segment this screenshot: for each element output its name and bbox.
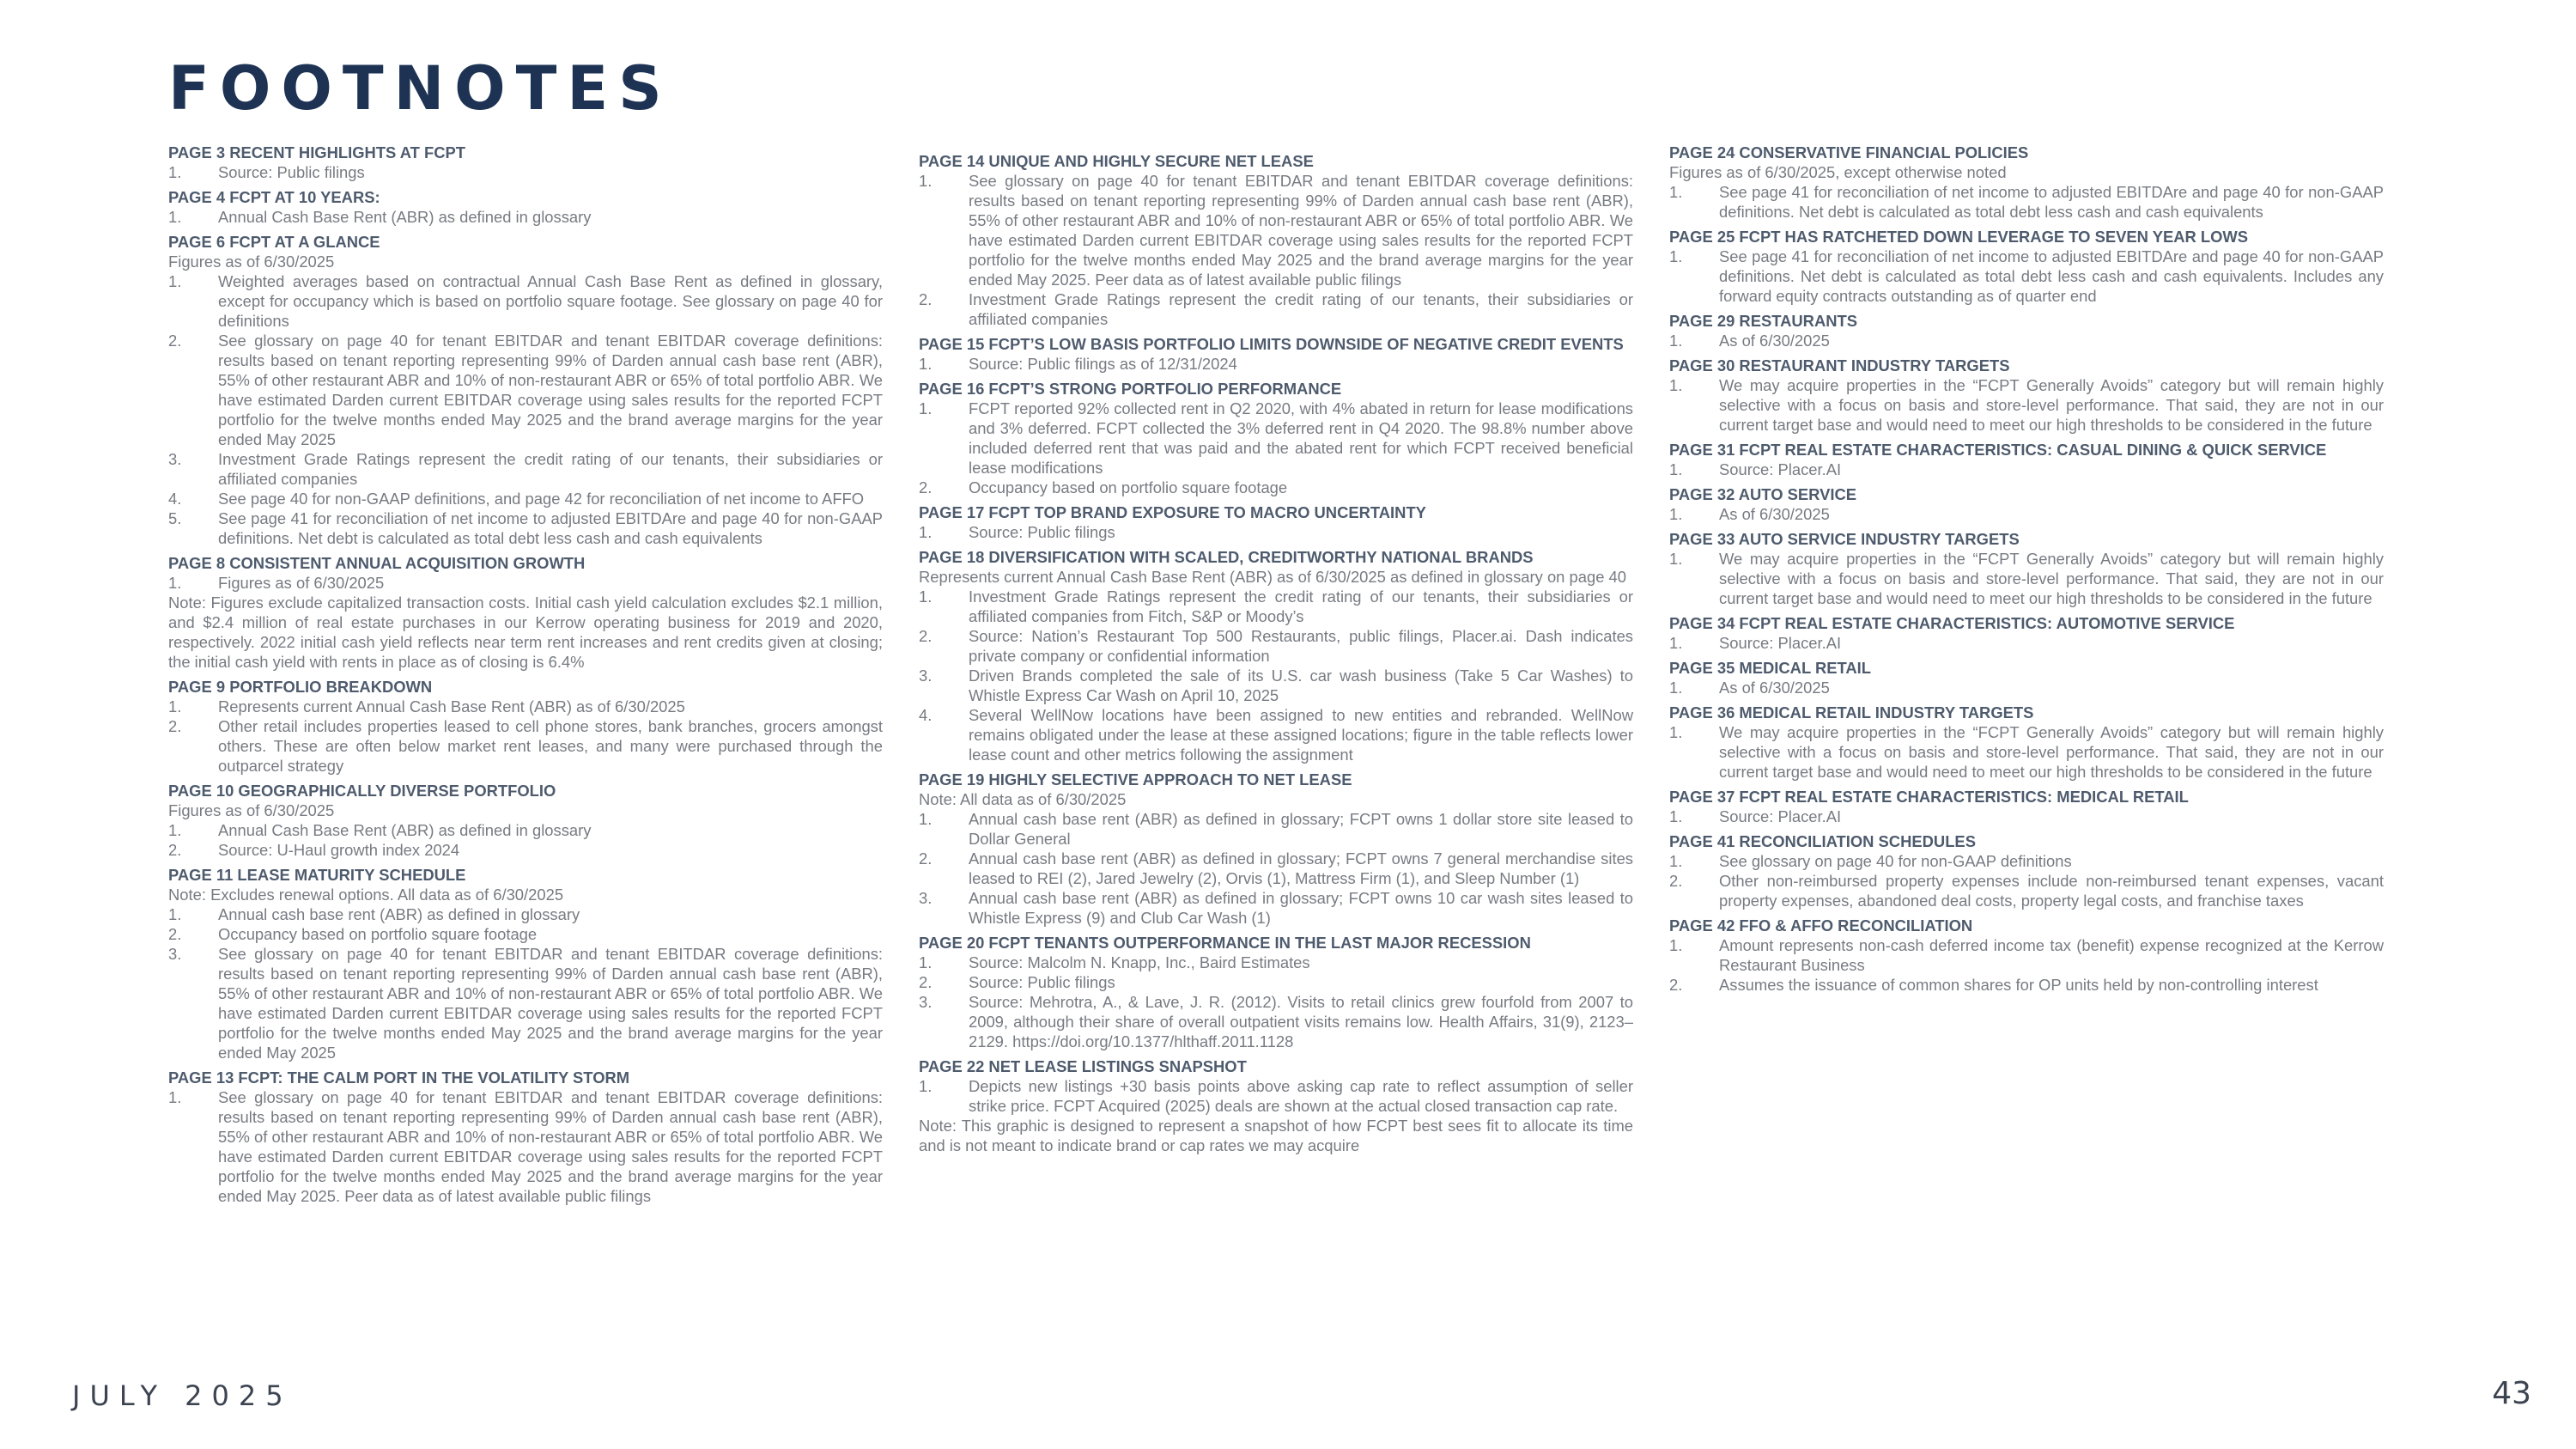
footnote-heading: PAGE 13 FCPT: THE CALM PORT IN THE VOLATILITY STORM xyxy=(168,1068,630,1087)
footnote-number: 2. xyxy=(919,478,933,496)
footnote-item xyxy=(168,508,883,548)
footnote-heading: PAGE 16 FCPT’S STRONG PORTFOLIO PERFORMANCE xyxy=(919,380,1342,398)
footnote-section xyxy=(1669,529,2384,608)
footnote-section xyxy=(168,143,883,182)
footnote-number: 1. xyxy=(168,163,182,181)
footnote-number: 4. xyxy=(919,706,933,724)
footnote-section xyxy=(1669,227,2384,306)
footnote-heading: PAGE 33 AUTO SERVICE INDUSTRY TARGETS xyxy=(1669,530,2020,548)
footnote-number: 1. xyxy=(168,208,182,226)
footnote-number: 1. xyxy=(1669,505,1683,523)
footnote-number: 3. xyxy=(168,450,182,468)
footnote-number: 1. xyxy=(1669,460,1683,478)
footnote-heading: PAGE 24 CONSERVATIVE FINANCIAL POLICIES xyxy=(1669,143,2029,161)
footnote-item xyxy=(168,697,883,716)
footnote-number: 1. xyxy=(1669,936,1683,954)
footnote-item xyxy=(168,924,883,944)
footnote-number: 2. xyxy=(168,332,182,350)
footnote-column-2 xyxy=(919,151,1633,1160)
footnote-number: 1. xyxy=(168,272,182,290)
footnote-text: See glossary on page 40 for tenant EBITDAR and tenant EBITDAR coverage definitions: results based on tenant reporting representing 99% of Darden annual cash base rent (ABR), 55% of other restaurant ABR and 10% of non-restaurant ABR or 65% of total portfolio ABR. We have estimated Darden current EBITDAR coverage using sales results for the reported FCPT portfolio for the twelve months ended May 2025 and the brand average margins for the year ended May 2025 xyxy=(218,945,883,1062)
footnote-item xyxy=(919,849,1633,888)
footnote-text: As of 6/30/2025 xyxy=(1719,679,1830,697)
footnote-section xyxy=(919,770,1633,928)
footnote-text: Annual cash base rent (ABR) as defined in glossary xyxy=(218,905,580,923)
footnote-text: Source: Public filings as of 12/31/2024 xyxy=(969,355,1237,373)
footnote-heading: PAGE 25 FCPT HAS RATCHETED DOWN LEVERAGE TO SEVEN YEAR LOWS xyxy=(1669,228,2249,246)
footnote-number: 2. xyxy=(1669,872,1683,890)
footnote-number: 1. xyxy=(1669,852,1683,870)
footnote-section xyxy=(919,1056,1633,1155)
footnote-section xyxy=(919,547,1633,764)
footnote-number: 1. xyxy=(919,355,933,373)
footnote-heading: PAGE 19 HIGHLY SELECTIVE APPROACH TO NET LEASE xyxy=(919,770,1352,788)
footnote-item xyxy=(919,354,1633,374)
footnote-number: 1. xyxy=(919,1077,933,1095)
footnote-number: 1. xyxy=(168,697,182,715)
footnote-section xyxy=(168,677,883,776)
footnote-text: Depicts new listings +30 basis points above asking cap rate to reflect assumption of seller strike price. FCPT Acquired (2025) deals are shown at the actual closed transaction cap rate. xyxy=(969,1077,1633,1115)
footnote-text: Driven Brands completed the sale of its U.S. car wash business (Take 5 Car Washes) to Whistle Express Car Wash on April 10, 2025 xyxy=(969,667,1633,704)
footnote-intro: Figures as of 6/30/2025 xyxy=(168,253,335,271)
footnote-section xyxy=(168,187,883,227)
footnote-heading: PAGE 17 FCPT TOP BRAND EXPOSURE TO MACRO UNCERTAINTY xyxy=(919,503,1426,521)
footnote-heading: PAGE 37 FCPT REAL ESTATE CHARACTERISTICS: MEDICAL RETAIL xyxy=(1669,788,2189,806)
footnote-text: We may acquire properties in the “FCPT Generally Avoids” category but will remain highly selective with a focus on basis and store-level performance. That said, they are not in our current target base and would need to meet our high thresholds to be considered in the future xyxy=(1719,376,2384,434)
footnote-text: Figures as of 6/30/2025 xyxy=(218,574,385,592)
footnote-item xyxy=(919,171,1633,289)
footnote-heading: PAGE 34 FCPT REAL ESTATE CHARACTERISTICS: AUTOMOTIVE SERVICE xyxy=(1669,614,2235,632)
footnote-section xyxy=(1669,658,2384,697)
footnote-heading: PAGE 30 RESTAURANT INDUSTRY TARGETS xyxy=(1669,356,2010,374)
footnote-item xyxy=(1669,633,2384,653)
footnote-item xyxy=(168,820,883,840)
footnote-item xyxy=(919,992,1633,1051)
footnote-heading: PAGE 8 CONSISTENT ANNUAL ACQUISITION GROWTH xyxy=(168,554,586,572)
footnote-text: See page 41 for reconciliation of net income to adjusted EBITDAre and page 40 for non-GAAP definitions. Net debt is calculated as total debt less cash and cash equivalents xyxy=(1719,183,2384,221)
footnote-number: 1. xyxy=(919,523,933,541)
footnote-text: See page 41 for reconciliation of net income to adjusted EBITDAre and page 40 for non-GAAP definitions. Net debt is calculated as total debt less cash and cash equivalents. Includes any forward equity contracts outstanding as of quarter end xyxy=(1719,247,2384,305)
footnote-text: As of 6/30/2025 xyxy=(1719,332,1830,350)
footnote-number: 1. xyxy=(168,821,182,839)
footnote-text: See glossary on page 40 for non-GAAP definitions xyxy=(1719,852,2072,870)
footnote-number: 1. xyxy=(1669,183,1683,201)
footnote-item xyxy=(919,626,1633,666)
footnote-number: 5. xyxy=(168,509,182,527)
footnote-text: Other non-reimbursed property expenses include non-reimbursed tenant expenses, vacant property expenses, abandoned deal costs, property legal costs, and franchise taxes xyxy=(1719,872,2384,910)
footnote-item xyxy=(919,587,1633,626)
footnote-item xyxy=(168,489,883,508)
footnote-section xyxy=(1669,703,2384,782)
footnote-text: Annual cash base rent (ABR) as defined in glossary; FCPT owns 10 car wash sites leased to Whistle Express (9) and Club Car Wash (1) xyxy=(969,889,1633,927)
footnote-heading: PAGE 4 FCPT AT 10 YEARS: xyxy=(168,188,380,206)
footnote-heading: PAGE 35 MEDICAL RETAIL xyxy=(1669,659,1872,677)
footnote-number: 3. xyxy=(919,993,933,1011)
footnote-number: 1. xyxy=(1669,332,1683,350)
footnote-item xyxy=(1669,504,2384,524)
footnote-item xyxy=(168,904,883,924)
footnote-heading: PAGE 10 GEOGRAPHICALLY DIVERSE PORTFOLIO xyxy=(168,782,556,800)
footnote-item xyxy=(168,331,883,449)
footnote-section xyxy=(168,1068,883,1206)
footnote-text: See glossary on page 40 for tenant EBITDAR and tenant EBITDAR coverage definitions: results based on tenant reporting representing 99% of Darden annual cash base rent (ABR), 55% of other restaurant ABR and 10% of non-restaurant ABR or 65% of total portfolio ABR. We have estimated Darden current EBITDAR coverage using sales results for the reported FCPT portfolio for the twelve months ended May 2025 and the brand average margins for the year ended May 2025. Peer data as of latest available public filings xyxy=(218,1088,883,1205)
footnote-item xyxy=(919,972,1633,992)
footnote-intro: Represents current Annual Cash Base Rent (ABR) as of 6/30/2025 as defined in glossary on page 40 xyxy=(919,568,1626,586)
footnote-heading: PAGE 9 PORTFOLIO BREAKDOWN xyxy=(168,678,433,696)
footnote-text: As of 6/30/2025 xyxy=(1719,505,1830,523)
footnote-heading: PAGE 11 LEASE MATURITY SCHEDULE xyxy=(168,866,466,884)
footnote-number: 1. xyxy=(1669,247,1683,265)
footnote-number: 2. xyxy=(168,717,182,735)
footnote-item xyxy=(168,944,883,1062)
footnote-item xyxy=(1669,851,2384,871)
footnote-text: Source: Public filings xyxy=(969,973,1115,991)
footnote-item xyxy=(168,1087,883,1206)
footnote-number: 1. xyxy=(919,953,933,971)
footnote-item xyxy=(1669,460,2384,479)
footnote-item xyxy=(919,809,1633,849)
footnote-number: 2. xyxy=(168,841,182,859)
footnote-item xyxy=(919,399,1633,478)
footnote-number: 1. xyxy=(919,399,933,417)
footnote-item xyxy=(168,840,883,860)
footnote-text: Source: Mehrotra, A., & Lave, J. R. (2012). Visits to retail clinics grew fourfold from 2007 to 2009, although their share of overall outpatient visits remains low. Health Affairs, 31(9), 2123–2129. https://doi.org/10.1377/hlthaff.2011.1128 xyxy=(969,993,1633,1050)
footnote-section xyxy=(919,933,1633,1051)
footnote-text: Investment Grade Ratings represent the credit rating of our tenants, their subsidiaries or affiliated companies from Fitch, S&P or Moody’s xyxy=(969,588,1633,625)
footnote-section xyxy=(168,781,883,860)
footnote-text: FCPT reported 92% collected rent in Q2 2020, with 4% abated in return for lease modifications and 3% deferred. FCPT collected the 3% deferred rent in Q4 2020. The 98.8% number above included deferred rent that was paid and the abated rent for which FCPT received beneficial lease modifications xyxy=(969,399,1633,477)
footnote-text: Investment Grade Ratings represent the credit rating of our tenants, their subsidiaries or affiliated companies xyxy=(218,450,883,488)
page-number: 43 xyxy=(2492,1376,2531,1411)
footnote-intro: Note: All data as of 6/30/2025 xyxy=(919,790,1127,808)
footnote-item xyxy=(1669,182,2384,222)
footnote-number: 1. xyxy=(919,810,933,828)
footnote-section xyxy=(1669,311,2384,350)
footnote-note: Note: This graphic is designed to represent a snapshot of how FCPT best sees fit to allocate its time and is not meant to indicate brand or cap rates we may acquire xyxy=(919,1117,1633,1154)
footnote-intro: Figures as of 6/30/2025, except otherwise noted xyxy=(1669,163,2007,181)
footnote-item xyxy=(168,271,883,331)
footnote-text: Source: Placer.AI xyxy=(1719,460,1842,478)
footnote-number: 2. xyxy=(1669,976,1683,994)
footnote-section xyxy=(168,232,883,548)
footnote-number: 1. xyxy=(919,172,933,190)
footnote-heading: PAGE 14 UNIQUE AND HIGHLY SECURE NET LEASE xyxy=(919,152,1314,170)
footnote-section xyxy=(168,553,883,672)
footnote-heading: PAGE 42 FFO & AFFO RECONCILIATION xyxy=(1669,916,1973,935)
footnote-section xyxy=(1669,440,2384,479)
footnote-item xyxy=(1669,871,2384,910)
footnote-number: 2. xyxy=(919,849,933,868)
footnote-text: Source: U-Haul growth index 2024 xyxy=(218,841,460,859)
footnote-text: Occupancy based on portfolio square footage xyxy=(969,478,1288,496)
footnote-item xyxy=(1669,935,2384,975)
footnote-item xyxy=(919,666,1633,705)
footnote-item xyxy=(919,1076,1633,1116)
footnote-number: 2. xyxy=(168,925,182,943)
footnote-section xyxy=(1669,143,2384,222)
footnote-intro: Note: Excludes renewal options. All data as of 6/30/2025 xyxy=(168,886,564,904)
footnote-text: Weighted averages based on contractual Annual Cash Base Rent as defined in glossary, except for occupancy which is based on portfolio square footage. See glossary on page 40 for definitions xyxy=(218,272,883,330)
footnote-text: Amount represents non-cash deferred income tax (benefit) expense recognized at the Kerrow Restaurant Business xyxy=(1719,936,2384,974)
footnote-item xyxy=(919,888,1633,928)
footnote-text: Other retail includes properties leased to cell phone stores, bank branches, grocers amongst others. These are often below market rent leases, and many were purchased through the outparcel strategy xyxy=(218,717,883,775)
footnote-item xyxy=(1669,807,2384,826)
footnote-item xyxy=(168,162,883,182)
footnote-heading: PAGE 36 MEDICAL RETAIL INDUSTRY TARGETS xyxy=(1669,703,2034,721)
footnote-number: 1. xyxy=(1669,376,1683,394)
footnote-number: 1. xyxy=(168,1088,182,1106)
footnote-item xyxy=(168,716,883,776)
footnote-item xyxy=(919,289,1633,329)
footnote-heading: PAGE 32 AUTO SERVICE xyxy=(1669,485,1857,503)
footnote-text: See page 40 for non-GAAP definitions, and page 42 for reconciliation of net income to AFFO xyxy=(218,490,865,508)
footnote-section xyxy=(1669,916,2384,995)
footnote-text: Assumes the issuance of common shares for OP units held by non-controlling interest xyxy=(1719,976,2318,994)
footnote-number: 1. xyxy=(1669,634,1683,652)
footnote-intro: Figures as of 6/30/2025 xyxy=(168,801,335,819)
footnote-number: 1. xyxy=(1669,679,1683,697)
footnote-number: 2. xyxy=(919,973,933,991)
footnote-text: Occupancy based on portfolio square footage xyxy=(218,925,538,943)
footer-date: JULY 2025 xyxy=(72,1379,293,1412)
footnote-item xyxy=(919,522,1633,542)
footnote-text: Source: Placer.AI xyxy=(1719,807,1842,825)
footnote-item xyxy=(1669,331,2384,350)
footnote-heading: PAGE 3 RECENT HIGHLIGHTS AT FCPT xyxy=(168,143,466,161)
footnote-text: We may acquire properties in the “FCPT Generally Avoids” category but will remain highly selective with a focus on basis and store-level performance. That said, they are not in our current target base and would need to meet our high thresholds to be considered in the future xyxy=(1719,723,2384,781)
footnote-item xyxy=(168,573,883,593)
footnote-number: 3. xyxy=(168,945,182,963)
footnote-item xyxy=(1669,975,2384,995)
footnote-section xyxy=(1669,613,2384,653)
footnote-text: Investment Grade Ratings represent the credit rating of our tenants, their subsidiaries or affiliated companies xyxy=(969,290,1633,328)
footnote-number: 1. xyxy=(1669,723,1683,741)
footnote-section xyxy=(1669,831,2384,910)
footnote-item xyxy=(919,953,1633,972)
footnote-text: See page 41 for reconciliation of net income to adjusted EBITDAre and page 40 for non-GAAP definitions. Net debt is calculated as total debt less cash and cash equivalents xyxy=(218,509,883,547)
footnote-heading: PAGE 18 DIVERSIFICATION WITH SCALED, CREDITWORTHY NATIONAL BRANDS xyxy=(919,548,1534,566)
footnote-number: 1. xyxy=(1669,807,1683,825)
footnote-heading: PAGE 29 RESTAURANTS xyxy=(1669,312,1858,330)
footnote-number: 1. xyxy=(168,905,182,923)
footnote-text: Source: Public filings xyxy=(969,523,1115,541)
footnote-heading: PAGE 20 FCPT TENANTS OUTPERFORMANCE IN THE LAST MAJOR RECESSION xyxy=(919,934,1531,952)
footnote-number: 1. xyxy=(168,574,182,592)
footnote-number: 3. xyxy=(919,889,933,907)
footnote-item xyxy=(168,449,883,489)
footnote-section xyxy=(919,334,1633,374)
footnote-text: See glossary on page 40 for tenant EBITDAR and tenant EBITDAR coverage definitions: results based on tenant reporting representing 99% of Darden annual cash base rent (ABR), 55% of other restaurant ABR and 10% of non-restaurant ABR or 65% of total portfolio ABR. We have estimated Darden current EBITDAR coverage using sales results for the reported FCPT portfolio for the twelve months ended May 2025 and the brand average margins for the year ended May 2025 xyxy=(218,332,883,448)
footnote-item xyxy=(1669,678,2384,697)
footnote-section xyxy=(1669,787,2384,826)
footnote-text: Annual Cash Base Rent (ABR) as defined in glossary xyxy=(218,821,592,839)
footnote-text: Source: Placer.AI xyxy=(1719,634,1842,652)
footnote-text: Annual cash base rent (ABR) as defined in glossary; FCPT owns 7 general merchandise sites leased to REI (2), Jared Jewelry (2), Orvis (1), Mattress Firm (1), and Sleep Number (1) xyxy=(969,849,1633,887)
footnote-number: 2. xyxy=(919,627,933,645)
footnote-text: Several WellNow locations have been assigned to new entities and rebranded. WellNow remains obligated under the lease at these assigned locations; figure in the table reflects lower lease count and other metrics following the assignment xyxy=(969,706,1633,764)
footnote-item xyxy=(919,705,1633,764)
footnote-number: 4. xyxy=(168,490,182,508)
footnote-text: Annual Cash Base Rent (ABR) as defined in glossary xyxy=(218,208,592,226)
footnote-section xyxy=(919,379,1633,497)
footnote-section xyxy=(168,865,883,1062)
footnote-heading: PAGE 15 FCPT’S LOW BASIS PORTFOLIO LIMITS DOWNSIDE OF NEGATIVE CREDIT EVENTS xyxy=(919,335,1624,353)
footnote-number: 2. xyxy=(919,290,933,308)
footnote-number: 1. xyxy=(919,588,933,606)
footnote-column-3 xyxy=(1669,143,2384,1000)
footnote-heading: PAGE 41 RECONCILIATION SCHEDULES xyxy=(1669,832,1976,850)
footnote-column-1 xyxy=(168,143,883,1211)
footnote-number: 1. xyxy=(1669,550,1683,568)
footnote-text: See glossary on page 40 for tenant EBITDAR and tenant EBITDAR coverage definitions: results based on tenant reporting representing 99% of Darden annual cash base rent (ABR), 55% of other restaurant ABR and 10% of non-restaurant ABR or 65% of total portfolio ABR. We have estimated Darden current EBITDAR coverage using sales results for the reported FCPT portfolio for the twelve months ended May 2025 and the brand average margins for the year ended May 2025. Peer data as of latest available public filings xyxy=(969,172,1633,289)
footnote-item xyxy=(919,478,1633,497)
footnote-section xyxy=(919,502,1633,542)
page-title: FOOTNOTES xyxy=(168,53,672,124)
footnote-text: Annual cash base rent (ABR) as defined in glossary; FCPT owns 1 dollar store site leased to Dollar General xyxy=(969,810,1633,848)
footnote-item xyxy=(1669,247,2384,306)
footnote-item xyxy=(1669,722,2384,782)
footnote-item xyxy=(1669,375,2384,435)
footnote-text: Represents current Annual Cash Base Rent (ABR) as of 6/30/2025 xyxy=(218,697,685,715)
footnote-heading: PAGE 31 FCPT REAL ESTATE CHARACTERISTICS: CASUAL DINING & QUICK SERVICE xyxy=(1669,441,2327,459)
footnote-text: We may acquire properties in the “FCPT Generally Avoids” category but will remain highly selective with a focus on basis and store-level performance. That said, they are not in our current target base and would need to meet our high thresholds to be considered in the future xyxy=(1719,550,2384,607)
footnote-heading: PAGE 22 NET LEASE LISTINGS SNAPSHOT xyxy=(919,1057,1247,1075)
footnote-item xyxy=(1669,549,2384,608)
footnote-text: Source: Public filings xyxy=(218,163,365,181)
footnote-section xyxy=(1669,484,2384,524)
footnote-section xyxy=(919,151,1633,329)
footnote-section xyxy=(1669,356,2384,435)
footnote-note: Note: Figures exclude capitalized transaction costs. Initial cash yield calculation excludes $2.1 million, and $2.4 million of real estate purchases in our Kerrow operating business for 2019 and 2020, respectively. 2022 initial cash yield reflects near term rent increases and rent credits given at closing; the initial cash yield with rents in place as of closing is 6.4% xyxy=(168,594,883,671)
footnote-item xyxy=(168,207,883,227)
footnote-text: Source: Nation’s Restaurant Top 500 Restaurants, public filings, Placer.ai. Dash indicates private company or confidential information xyxy=(969,627,1633,665)
footnote-heading: PAGE 6 FCPT AT A GLANCE xyxy=(168,233,380,251)
footnote-text: Source: Malcolm N. Knapp, Inc., Baird Estimates xyxy=(969,953,1310,971)
footnote-number: 3. xyxy=(919,667,933,685)
